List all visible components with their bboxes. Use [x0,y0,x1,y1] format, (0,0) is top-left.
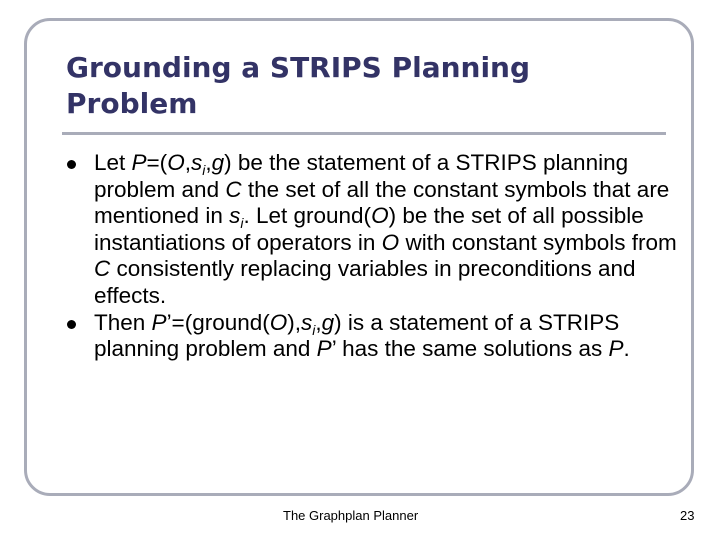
math-var: O [167,150,185,175]
math-var: C [94,256,111,282]
text: ) be the statement of a STRIPS planning problem and [94,150,629,202]
bullet-item-2 [58,310,678,363]
text: . Let ground( [243,203,372,229]
math-var: O [269,309,288,335]
text: ) be the set of all possible instantiations of operators in [94,203,644,255]
text: , [315,309,322,335]
math-var: O [381,229,400,255]
footer-title: The Graphplan Planner [283,508,419,523]
math-var: g [321,309,335,335]
title-line-2: Problem [66,87,198,120]
math-var: s [229,203,241,229]
text: ’ has the same solutions as [331,336,609,362]
math-var: P [608,336,624,362]
text: Let [94,150,132,175]
bullet-dot-icon [67,320,76,329]
text: , [205,150,212,175]
math-var: P [151,309,167,335]
text: , [184,150,191,175]
math-var: g [211,150,225,175]
bullet-list [58,150,678,363]
bullet-dot-icon [67,160,76,169]
bullet-item-1 [58,150,678,310]
math-subscript: i [202,162,206,178]
text: ’=(ground( [166,309,270,335]
math-subscript: i [240,215,244,232]
math-var: P [131,150,147,175]
text: with constant symbols from [399,229,677,255]
math-subscript: i [312,321,316,338]
math-var: C [225,176,242,202]
math-var: P [316,336,332,362]
text: the set of all the constant symbols that are mentioned in [94,176,670,229]
title-line-1: Grounding a STRIPS Planning [66,51,531,84]
text: =( [146,150,168,175]
page-number: 23 [680,508,695,523]
math-var: s [301,309,313,335]
math-var: O [371,203,389,229]
math-var: s [190,150,203,175]
text: Then [94,309,152,335]
slide-title [66,50,626,122]
title-divider [62,132,666,135]
text: ), [287,309,302,335]
text: ) is a statement of a STRIPS planning problem and [94,309,620,362]
text: . [623,336,630,362]
text: consistently replacing variables in preconditions and effects. [94,256,636,308]
